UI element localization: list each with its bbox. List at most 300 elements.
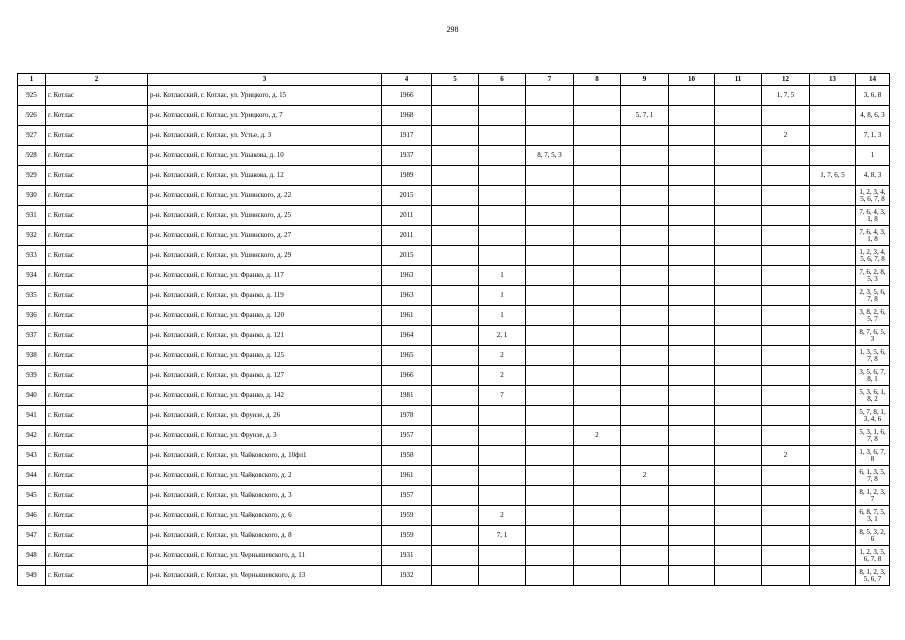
cell-address: р-н. Котласский, г. Котлас, ул. Фрунзе, д. 3 [148, 426, 382, 446]
cell-record-number: 928 [18, 146, 46, 166]
cell-address: р-н. Котласский, г. Котлас, ул. Ушинского, д. 25 [148, 206, 382, 226]
table-row [18, 286, 890, 306]
cell-col7 [526, 246, 574, 266]
cell-year: 1957 [382, 486, 432, 506]
cell-address: р-н. Котласский, г. Котлас, ул. Франко, д. 120 [148, 306, 382, 326]
cell-col10 [669, 206, 715, 226]
cell-address: р-н. Котласский, г. Котлас, ул. Франко, д. 117 [148, 266, 382, 286]
cell-col11 [715, 546, 762, 566]
cell-col8 [574, 106, 621, 126]
cell-col12: 1, 7, 5 [762, 86, 810, 106]
cell-col10 [669, 246, 715, 266]
cell-col12 [762, 206, 810, 226]
cell-col7 [526, 386, 574, 406]
cell-col12 [762, 406, 810, 426]
cell-col5 [432, 466, 479, 486]
cell-col11 [715, 486, 762, 506]
cell-col13 [810, 406, 856, 426]
cell-col10 [669, 286, 715, 306]
table-row [18, 126, 890, 146]
cell-col6 [479, 486, 526, 506]
cell-col13 [810, 546, 856, 566]
table-row [18, 246, 890, 266]
cell-col8 [574, 366, 621, 386]
cell-col11 [715, 146, 762, 166]
cell-col11 [715, 86, 762, 106]
cell-col6: 1 [479, 306, 526, 326]
cell-col11 [715, 266, 762, 286]
cell-year: 1931 [382, 546, 432, 566]
cell-col14: 8, 7, 6, 5, 3 [856, 326, 890, 346]
cell-col8 [574, 146, 621, 166]
cell-col9 [621, 366, 669, 386]
cell-col6 [479, 186, 526, 206]
cell-col13 [810, 286, 856, 306]
cell-col6 [479, 566, 526, 586]
cell-address: р-н. Котласский, г. Котлас, ул. Ушакова, д. 10 [148, 146, 382, 166]
cell-col8 [574, 446, 621, 466]
cell-col12: 2 [762, 126, 810, 146]
cell-col9 [621, 426, 669, 446]
cell-col7 [526, 406, 574, 426]
cell-col7 [526, 306, 574, 326]
table-row [18, 306, 890, 326]
cell-col13 [810, 126, 856, 146]
cell-col13 [810, 366, 856, 386]
cell-col5 [432, 146, 479, 166]
column-header-7: 7 [526, 74, 574, 86]
cell-col11 [715, 446, 762, 466]
cell-year: 1963 [382, 286, 432, 306]
cell-address: р-н. Котласский, г. Котлас, ул. Чайковского, д. 2 [148, 466, 382, 486]
cell-col12 [762, 566, 810, 586]
cell-col14: 1, 2, 3, 4, 5, 6, 7, 8 [856, 186, 890, 206]
cell-col9: 5, 7, 1 [621, 106, 669, 126]
cell-col7 [526, 106, 574, 126]
cell-year: 1989 [382, 166, 432, 186]
cell-col11 [715, 526, 762, 546]
cell-settlement: г. Котлас [46, 126, 148, 146]
table-row [18, 226, 890, 246]
cell-col8 [574, 506, 621, 526]
cell-col12 [762, 266, 810, 286]
cell-col7 [526, 346, 574, 366]
cell-year: 1968 [382, 106, 432, 126]
cell-col7 [526, 466, 574, 486]
cell-col5 [432, 126, 479, 146]
cell-col9 [621, 186, 669, 206]
cell-col13 [810, 306, 856, 326]
cell-col10 [669, 386, 715, 406]
cell-record-number: 934 [18, 266, 46, 286]
cell-address: р-н. Котласский, г. Котлас, ул. Чернышевского, д. 11 [148, 546, 382, 566]
cell-settlement: г. Котлас [46, 466, 148, 486]
table-row [18, 386, 890, 406]
cell-col14: 5, 3, 6, 1, 8, 2 [856, 386, 890, 406]
cell-col11 [715, 106, 762, 126]
cell-address: р-н. Котласский, г. Котлас, ул. Франко, д. 142 [148, 386, 382, 406]
cell-year: 1958 [382, 446, 432, 466]
cell-col14: 7, 1, 3 [856, 126, 890, 146]
cell-col10 [669, 526, 715, 546]
cell-record-number: 947 [18, 526, 46, 546]
cell-address: р-н. Котласский, г. Котлас, ул. Ушинского, д. 29 [148, 246, 382, 266]
cell-address: р-н. Котласский, г. Котлас, ул. Чайковского, д. 10фл1 [148, 446, 382, 466]
cell-col10 [669, 126, 715, 146]
cell-col6 [479, 226, 526, 246]
table-row [18, 466, 890, 486]
cell-col14: 7, 6, 4, 3, 1, 8 [856, 226, 890, 246]
cell-col10 [669, 506, 715, 526]
cell-col5 [432, 486, 479, 506]
cell-settlement: г. Котлас [46, 486, 148, 506]
cell-col7 [526, 426, 574, 446]
cell-col9 [621, 526, 669, 546]
cell-col12 [762, 226, 810, 246]
cell-col14: 7, 6, 4, 3, 1, 8 [856, 206, 890, 226]
table-row [18, 106, 890, 126]
table-row [18, 506, 890, 526]
cell-record-number: 936 [18, 306, 46, 326]
cell-col14: 3, 6, 8 [856, 86, 890, 106]
cell-col8 [574, 326, 621, 346]
cell-settlement: г. Котлас [46, 186, 148, 206]
cell-col8 [574, 566, 621, 586]
table-row [18, 206, 890, 226]
column-header-6: 6 [479, 74, 526, 86]
cell-year: 1961 [382, 306, 432, 326]
cell-col10 [669, 266, 715, 286]
cell-col14: 4, 8, 3 [856, 166, 890, 186]
cell-address: р-н. Котласский, г. Котлас, ул. Чайковского, д. 8 [148, 526, 382, 546]
cell-col5 [432, 306, 479, 326]
cell-col12 [762, 506, 810, 526]
cell-col12 [762, 426, 810, 446]
cell-record-number: 937 [18, 326, 46, 346]
cell-record-number: 946 [18, 506, 46, 526]
cell-col8 [574, 346, 621, 366]
cell-col9 [621, 246, 669, 266]
cell-col8 [574, 406, 621, 426]
cell-col12 [762, 526, 810, 546]
table-header [18, 74, 890, 86]
cell-col8 [574, 86, 621, 106]
cell-col8 [574, 206, 621, 226]
cell-record-number: 931 [18, 206, 46, 226]
cell-col11 [715, 206, 762, 226]
cell-col6: 2 [479, 506, 526, 526]
cell-record-number: 940 [18, 386, 46, 406]
cell-year: 2015 [382, 186, 432, 206]
cell-col9 [621, 286, 669, 306]
cell-col14: 8, 5, 3, 2, 6 [856, 526, 890, 546]
cell-col14: 3, 5, 6, 7, 8, 1 [856, 366, 890, 386]
cell-col7 [526, 126, 574, 146]
cell-year: 1959 [382, 506, 432, 526]
cell-col13 [810, 86, 856, 106]
cell-col10 [669, 86, 715, 106]
cell-col13 [810, 106, 856, 126]
table-row [18, 146, 890, 166]
cell-col6: 7, 1 [479, 526, 526, 546]
cell-settlement: г. Котлас [46, 386, 148, 406]
cell-col10 [669, 106, 715, 126]
cell-col5 [432, 246, 479, 266]
cell-col6 [479, 446, 526, 466]
cell-col14: 1, 3, 6, 7, 8 [856, 446, 890, 466]
cell-record-number: 941 [18, 406, 46, 426]
cell-col13 [810, 466, 856, 486]
cell-year: 2011 [382, 226, 432, 246]
cell-col13 [810, 146, 856, 166]
cell-col9 [621, 326, 669, 346]
cell-col7 [526, 226, 574, 246]
cell-col11 [715, 246, 762, 266]
cell-col11 [715, 306, 762, 326]
cell-col11 [715, 226, 762, 246]
cell-col12: 2 [762, 446, 810, 466]
cell-col11 [715, 466, 762, 486]
cell-year: 1981 [382, 386, 432, 406]
cell-col5 [432, 286, 479, 306]
table-row [18, 426, 890, 446]
cell-col12 [762, 346, 810, 366]
cell-col10 [669, 186, 715, 206]
cell-col11 [715, 366, 762, 386]
cell-col9 [621, 406, 669, 426]
cell-col8 [574, 546, 621, 566]
cell-col7 [526, 286, 574, 306]
cell-col6 [479, 546, 526, 566]
cell-col6 [479, 466, 526, 486]
cell-col5 [432, 546, 479, 566]
cell-col9: 2 [621, 466, 669, 486]
cell-col13 [810, 386, 856, 406]
cell-col7 [526, 86, 574, 106]
cell-col9 [621, 486, 669, 506]
page-number: 298 [446, 25, 459, 34]
cell-col14: 4, 8, 6, 3 [856, 106, 890, 126]
cell-col5 [432, 106, 479, 126]
cell-address: р-н. Котласский, г. Котлас, ул. Ушинского, д. 27 [148, 226, 382, 246]
cell-col9 [621, 206, 669, 226]
cell-col13 [810, 526, 856, 546]
cell-col9 [621, 226, 669, 246]
cell-col9 [621, 266, 669, 286]
cell-col13 [810, 346, 856, 366]
cell-col6: 1 [479, 266, 526, 286]
cell-col5 [432, 526, 479, 546]
cell-col13 [810, 226, 856, 246]
cell-year: 1964 [382, 326, 432, 346]
cell-col10 [669, 446, 715, 466]
cell-col5 [432, 346, 479, 366]
cell-year: 1965 [382, 346, 432, 366]
cell-col8 [574, 126, 621, 146]
cell-year: 1966 [382, 366, 432, 386]
cell-col13 [810, 246, 856, 266]
cell-col13: 1, 7, 6, 5 [810, 166, 856, 186]
cell-year: 2011 [382, 206, 432, 226]
cell-col13 [810, 486, 856, 506]
table-row [18, 526, 890, 546]
cell-col10 [669, 486, 715, 506]
cell-record-number: 949 [18, 566, 46, 586]
cell-address: р-н. Котласский, г. Котлас, ул. Франко, д. 121 [148, 326, 382, 346]
cell-col10 [669, 306, 715, 326]
cell-settlement: г. Котлас [46, 266, 148, 286]
cell-record-number: 938 [18, 346, 46, 366]
cell-settlement: г. Котлас [46, 566, 148, 586]
cell-col7 [526, 166, 574, 186]
cell-col9 [621, 166, 669, 186]
cell-col14: 6, 8, 7, 5, 3, 1 [856, 506, 890, 526]
cell-col13 [810, 566, 856, 586]
cell-col7 [526, 446, 574, 466]
cell-col12 [762, 546, 810, 566]
column-header-9: 9 [621, 74, 669, 86]
cell-settlement: г. Котлас [46, 426, 148, 446]
cell-col6 [479, 426, 526, 446]
cell-year: 2015 [382, 246, 432, 266]
cell-col9 [621, 386, 669, 406]
cell-col7: 8, 7, 5, 3 [526, 146, 574, 166]
table-row [18, 546, 890, 566]
cell-col12 [762, 246, 810, 266]
cell-col10 [669, 406, 715, 426]
cell-col12 [762, 106, 810, 126]
cell-col6 [479, 126, 526, 146]
cell-col7 [526, 566, 574, 586]
cell-address: р-н. Котласский, г. Котлас, ул. Чайковского, д. 6 [148, 506, 382, 526]
cell-col7 [526, 186, 574, 206]
cell-address: р-н. Котласский, г. Котлас, ул. Устье, д. 3 [148, 126, 382, 146]
cell-col8: 2 [574, 426, 621, 446]
cell-col5 [432, 186, 479, 206]
cell-col8 [574, 186, 621, 206]
cell-col7 [526, 506, 574, 526]
cell-col9 [621, 126, 669, 146]
cell-col9 [621, 346, 669, 366]
cell-col8 [574, 166, 621, 186]
cell-col8 [574, 266, 621, 286]
cell-col12 [762, 486, 810, 506]
cell-col12 [762, 466, 810, 486]
cell-col6 [479, 166, 526, 186]
cell-col11 [715, 426, 762, 446]
cell-col7 [526, 206, 574, 226]
cell-settlement: г. Котлас [46, 406, 148, 426]
cell-col6 [479, 406, 526, 426]
cell-col6 [479, 106, 526, 126]
column-header-11: 11 [715, 74, 762, 86]
cell-year: 1966 [382, 86, 432, 106]
cell-col10 [669, 326, 715, 346]
cell-col7 [526, 486, 574, 506]
cell-col6 [479, 146, 526, 166]
cell-settlement: г. Котлас [46, 546, 148, 566]
column-header-2: 2 [46, 74, 148, 86]
cell-col12 [762, 286, 810, 306]
cell-address: р-н. Котласский, г. Котлас, ул. Урицкого, д. 15 [148, 86, 382, 106]
table-row [18, 186, 890, 206]
cell-col8 [574, 386, 621, 406]
cell-col7 [526, 366, 574, 386]
cell-col14: 1, 2, 3, 5, 6, 7, 8 [856, 546, 890, 566]
cell-col11 [715, 126, 762, 146]
cell-col5 [432, 226, 479, 246]
cell-col13 [810, 506, 856, 526]
table-row [18, 346, 890, 366]
cell-col9 [621, 86, 669, 106]
cell-col8 [574, 306, 621, 326]
cell-col10 [669, 346, 715, 366]
cell-col12 [762, 386, 810, 406]
cell-col14: 5, 7, 8, 1, 3, 4, 6 [856, 406, 890, 426]
cell-col5 [432, 266, 479, 286]
cell-col14: 2, 3, 5, 6, 7, 8 [856, 286, 890, 306]
cell-col6 [479, 246, 526, 266]
table-row [18, 266, 890, 286]
cell-record-number: 926 [18, 106, 46, 126]
cell-col12 [762, 166, 810, 186]
cell-col13 [810, 206, 856, 226]
cell-col5 [432, 506, 479, 526]
column-header-12: 12 [762, 74, 810, 86]
column-header-13: 13 [810, 74, 856, 86]
cell-address: р-н. Котласский, г. Котлас, ул. Франко, д. 127 [148, 366, 382, 386]
cell-year: 1959 [382, 526, 432, 546]
cell-col6: 2, 1 [479, 326, 526, 346]
cell-address: р-н. Котласский, г. Котлас, ул. Чайковского, д. 3 [148, 486, 382, 506]
cell-address: р-н. Котласский, г. Котлас, ул. Фрунзе, д. 26 [148, 406, 382, 426]
cell-address: р-н. Котласский, г. Котлас, ул. Ушинского, д. 22 [148, 186, 382, 206]
cell-col10 [669, 166, 715, 186]
cell-col8 [574, 286, 621, 306]
table-row [18, 446, 890, 466]
cell-col14: 1 [856, 146, 890, 166]
column-header-5: 5 [432, 74, 479, 86]
cell-col13 [810, 266, 856, 286]
cell-col10 [669, 546, 715, 566]
cell-col5 [432, 386, 479, 406]
header-row [18, 74, 890, 86]
cell-settlement: г. Котлас [46, 106, 148, 126]
cell-settlement: г. Котлас [46, 506, 148, 526]
table-row [18, 406, 890, 426]
cell-col6: 2 [479, 366, 526, 386]
cell-record-number: 932 [18, 226, 46, 246]
cell-col11 [715, 186, 762, 206]
cell-col5 [432, 86, 479, 106]
cell-col11 [715, 506, 762, 526]
cell-col10 [669, 366, 715, 386]
cell-col5 [432, 406, 479, 426]
cell-col7 [526, 266, 574, 286]
cell-col12 [762, 146, 810, 166]
cell-col12 [762, 366, 810, 386]
column-header-14: 14 [856, 74, 890, 86]
cell-col8 [574, 466, 621, 486]
cell-address: р-н. Котласский, г. Котлас, ул. Франко, д. 119 [148, 286, 382, 306]
cell-year: 1978 [382, 406, 432, 426]
cell-year: 1917 [382, 126, 432, 146]
cell-col10 [669, 566, 715, 586]
cell-col9 [621, 506, 669, 526]
cell-col14: 5, 3, 1, 6, 7, 8 [856, 426, 890, 446]
table-row [18, 86, 890, 106]
cell-address: р-н. Котласский, г. Котлас, ул. Чернышевского, д. 13 [148, 566, 382, 586]
